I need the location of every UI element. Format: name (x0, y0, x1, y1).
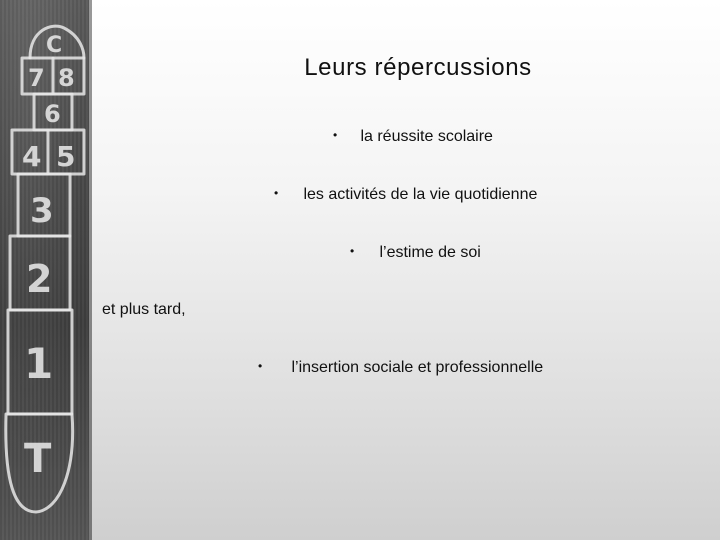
chalk-label: T (24, 436, 52, 482)
bullet-item (350, 244, 481, 262)
chalk-label: 5 (56, 140, 76, 173)
bullet-text: la réussite scolaire (360, 128, 493, 145)
chalk-label: 4 (22, 140, 42, 173)
hopscotch-photo (0, 0, 92, 540)
transition-text: et plus tard, (102, 301, 186, 318)
bullet-item (274, 186, 537, 204)
bullet-marker: • (333, 128, 338, 142)
bullet-text: l’insertion sociale et professionnelle (291, 359, 544, 376)
bullet-text: les activités de la vie quotidienne (303, 186, 538, 203)
bullet-marker: • (258, 359, 263, 373)
bullet-marker: • (274, 186, 279, 200)
hopscotch-chalk-drawing (0, 0, 92, 540)
bullet-item (333, 128, 493, 146)
chalk-label: 3 (30, 191, 54, 231)
chalk-label: 8 (58, 64, 75, 92)
bullet-item (258, 359, 543, 377)
bullet-marker: • (350, 244, 355, 258)
chalk-label: 1 (24, 339, 54, 388)
chalk-label: 7 (28, 64, 45, 92)
slide-title: Leurs répercussions (304, 54, 532, 81)
chalk-label: C (46, 33, 63, 58)
chalk-label: 2 (26, 257, 53, 301)
bullet-text: l’estime de soi (379, 244, 481, 261)
chalk-label: 6 (44, 100, 61, 128)
